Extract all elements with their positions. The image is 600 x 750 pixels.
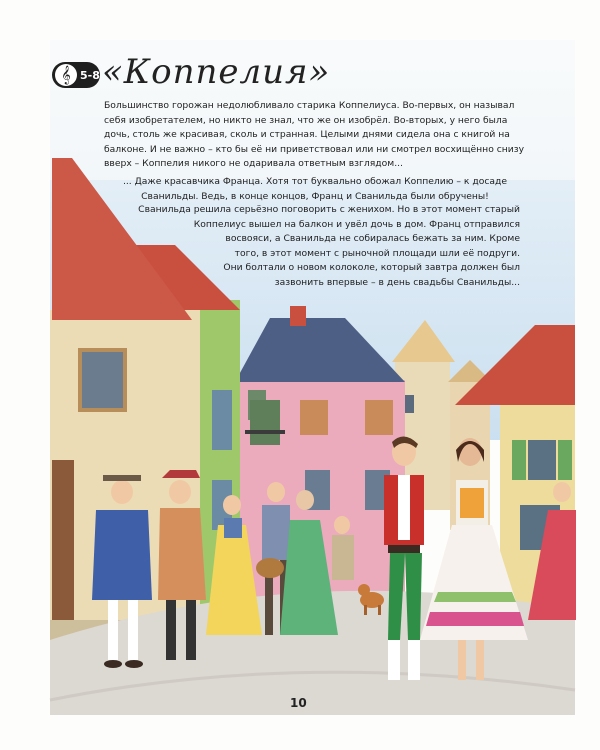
paragraph-line: зазвонить впервые – в день свадьбы Сванильды... — [274, 276, 520, 288]
page-title: «Коппелия» — [102, 52, 331, 92]
paragraph-line: Они болтали о новом колоколе, который завтра должен был — [223, 262, 520, 274]
age-range: 5-8 — [80, 68, 100, 82]
page-number: 10 — [290, 696, 307, 710]
intro-paragraph: Большинство горожан недолюбливало старика Коппелиуса. Во-первых, он называл себя изобретателем, но никто не знал, что же он изобрёл. Во-вторых, у него была дочь, столь же красивая, сколь и странная. Целыми днями сидела она с книгой на балконе. И не важно – кто бы её ни приветствовал или ни смотрел восхищённо снизу вверх – Коппелия никого не одаривала ответным взглядом... — [104, 100, 525, 170]
treble-clef-icon: 𝄞 — [55, 64, 77, 86]
third-paragraph — [106, 203, 520, 291]
paragraph-line: Сванильда решила серьёзно поговорить с женихом. Но в этот момент старый — [138, 204, 520, 215]
age-badge — [52, 62, 100, 88]
second-paragraph: ... Даже красавчика Франца. Хотя тот буквально обожал Коппелию – к досаде Сванильды. Ведь, в конце концов, Франц и Сванильда были обручены! — [122, 176, 508, 202]
paragraph-line: того, в этот момент с рыночной площади шли её подруги. — [234, 247, 520, 259]
paragraph-line: восвояси, а Сванильда не собиралась бежать за ним. Кроме — [225, 233, 520, 245]
paragraph-line: Коппелиус вышел на балкон и увёл дочь в дом. Франц отправился — [193, 218, 520, 230]
